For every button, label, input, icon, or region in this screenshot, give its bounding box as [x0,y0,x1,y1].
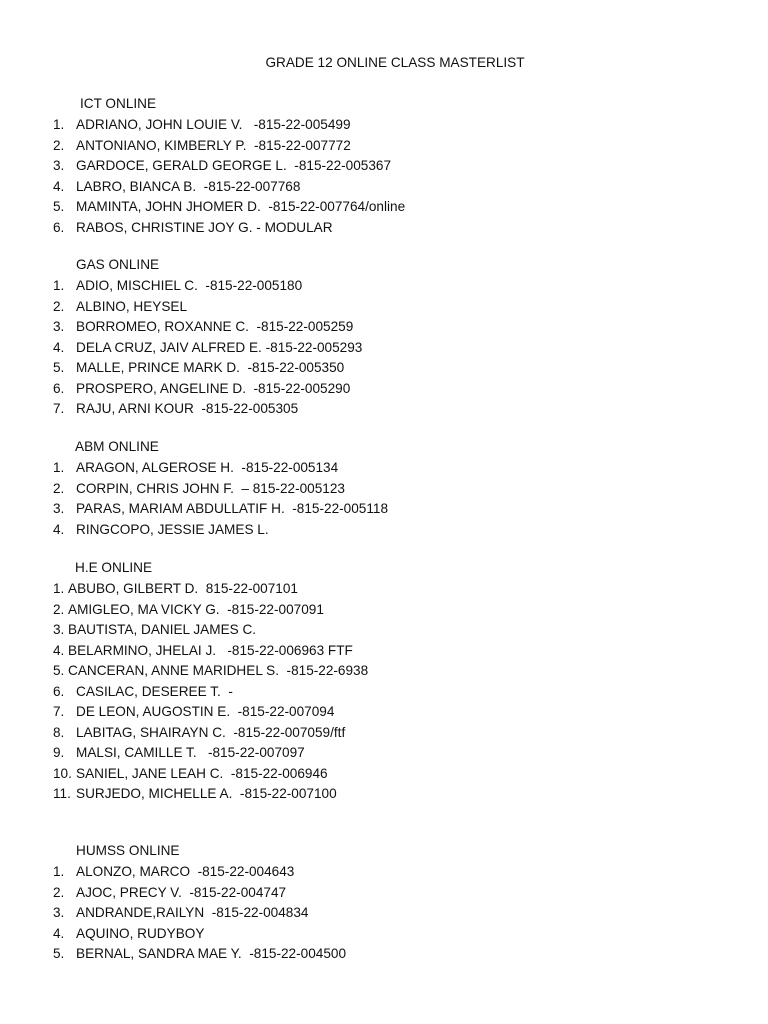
item-text: ADRIANO, JOHN LOUIE V. -815-22-005499 [76,117,351,132]
item-text: BERNAL, SANDRA MAE Y. -815-22-004500 [76,946,347,961]
item-number: 4. [53,642,65,658]
section-heading: ICT ONLINE [80,96,157,111]
item-number: 8. [53,724,65,740]
item-text: DE LEON, AUGOSTIN E. -815-22-007094 [76,704,335,719]
item-text: ABUBO, GILBERT D. 815-22-007101 [68,581,298,596]
item-text: RAJU, ARNI KOUR -815-22-005305 [76,401,299,416]
item-number: 2. [53,137,65,153]
item-number: 2. [53,298,65,314]
section-heading: GAS ONLINE [76,257,160,272]
item-number: 4. [53,925,65,941]
item-number: 1. [53,581,65,596]
item-text: SURJEDO, MICHELLE A. -815-22-007100 [76,786,337,801]
section-heading: HUMSS ONLINE [76,843,180,858]
item-text: PROSPERO, ANGELINE D. -815-22-005290 [76,380,351,396]
item-number: 10. [53,765,72,781]
item-number: 5. [53,663,65,678]
item-number: 5. [53,199,65,214]
section-heading: ABM ONLINE [75,439,159,454]
item-text: GARDOCE, GERALD GEORGE L. -815-22-005367 [76,158,392,173]
item-number: 4. [53,521,65,537]
item-text: CASILAC, DESEREE T. - [76,683,233,699]
item-number: 7. [53,704,65,719]
item-text: AJOC, PRECY V. -815-22-004747 [76,884,287,900]
item-text: ADIO, MISCHIEL C. -815-22-005180 [76,278,303,293]
item-number: 1. [53,117,65,132]
item-text: ANTONIANO, KIMBERLY P. -815-22-007772 [76,137,351,153]
item-number: 7. [53,401,65,416]
item-text: LABRO, BIANCA B. -815-22-007768 [76,178,301,194]
item-text: LABITAG, SHAIRAYN C. -815-22-007059/ftf [76,724,346,740]
item-text: ANDRANDE,RAILYN -815-22-004834 [76,905,309,920]
item-number: 3. [53,501,65,516]
item-number: 5. [53,360,65,375]
item-number: 3. [53,319,65,334]
item-number: 3. [53,622,65,637]
item-text: BORROMEO, ROXANNE C. -815-22-005259 [76,319,354,334]
item-number: 2. [53,601,65,617]
item-text: ALONZO, MARCO -815-22-004643 [76,864,295,879]
item-number: 6. [53,683,65,699]
item-text: RINGCOPO, JESSIE JAMES L. [76,521,269,537]
item-text: BAUTISTA, DANIEL JAMES C. [68,622,257,637]
item-text: BELARMINO, JHELAI J. -815-22-006963 FTF [68,642,353,658]
item-text: ALBINO, HEYSEL [76,298,188,314]
item-number: 4. [53,339,65,355]
item-text: DELA CRUZ, JAIV ALFRED E. -815-22-005293 [76,339,363,355]
item-number: 11. [53,786,71,801]
item-text: MALLE, PRINCE MARK D. -815-22-005350 [76,360,345,375]
item-text: RABOS, CHRISTINE JOY G. - MODULAR [76,219,333,235]
item-number: 1. [53,278,65,293]
item-text: SANIEL, JANE LEAH C. -815-22-006946 [76,765,328,781]
item-number: 1. [53,864,65,879]
item-text: CORPIN, CHRIS JOHN F. – 815-22-005123 [76,480,345,496]
item-number: 6. [53,380,65,396]
item-number: 4. [53,178,65,194]
item-number: 3. [53,905,65,920]
item-number: 1. [53,460,65,475]
item-number: 5. [53,946,65,961]
item-number: 6. [53,219,65,235]
section-heading: H.E ONLINE [75,560,153,575]
item-text: ARAGON, ALGEROSE H. -815-22-005134 [76,460,339,475]
item-number: 9. [53,745,65,760]
item-text: AQUINO, RUDYBOY [76,925,205,941]
item-text: MAMINTA, JOHN JHOMER D. -815-22-007764/online [76,199,406,214]
page-title: GRADE 12 ONLINE CLASS MASTERLIST [265,55,525,70]
item-number: 3. [53,158,65,173]
item-text: CANCERAN, ANNE MARIDHEL S. -815-22-6938 [68,663,369,678]
item-text: AMIGLEO, MA VICKY G. -815-22-007091 [68,601,324,617]
item-number: 2. [53,884,65,900]
item-text: PARAS, MARIAM ABDULLATIF H. -815-22-005118 [76,501,389,516]
item-text: MALSI, CAMILLE T. -815-22-007097 [76,745,305,760]
item-number: 2. [53,480,65,496]
